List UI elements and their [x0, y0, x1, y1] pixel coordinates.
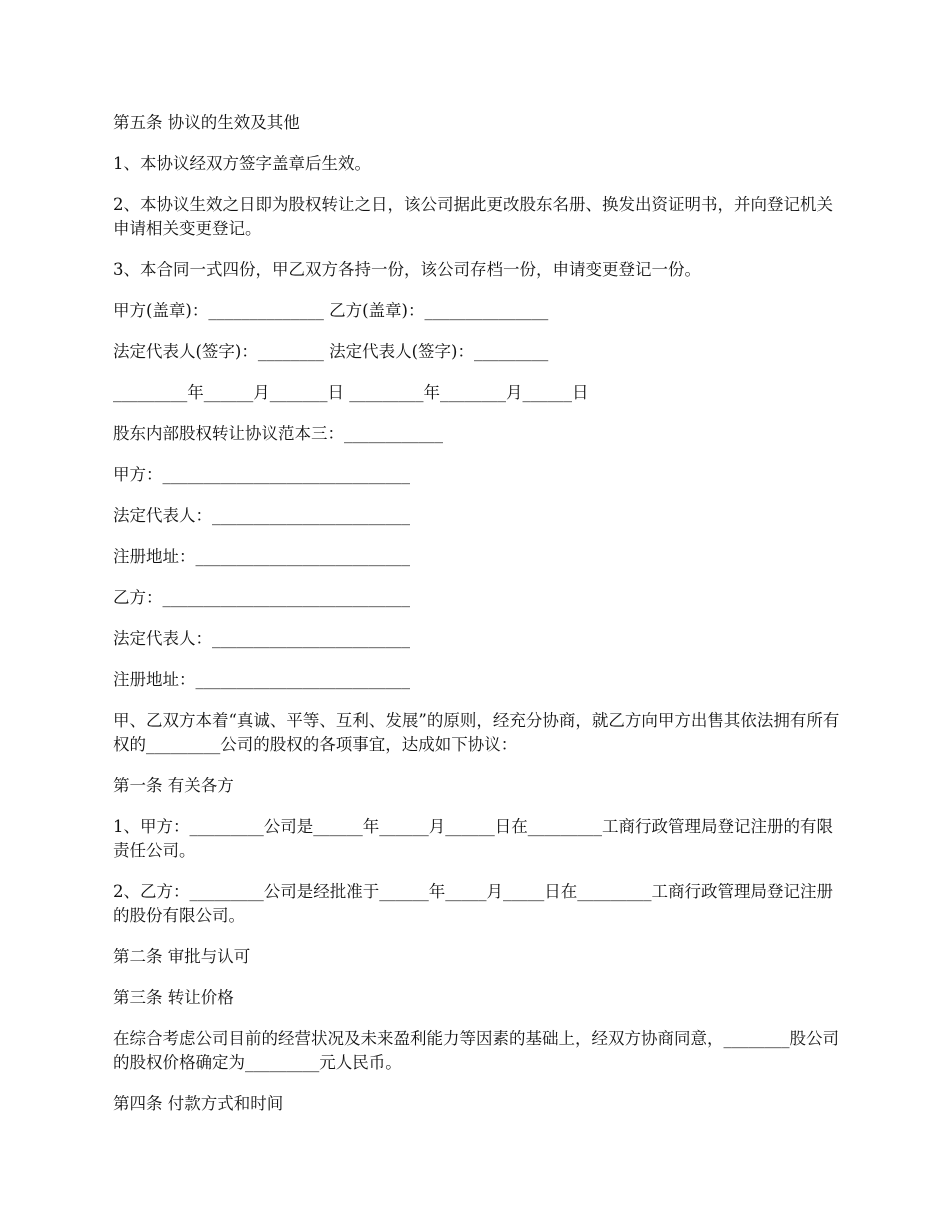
section-heading-5: 第五条 协议的生效及其他	[113, 113, 300, 132]
signature-date-line: _________年______月_______日 _________年________月______日	[113, 383, 589, 402]
clause-1-1: 1、甲方：_________公司是______年______月______日在_________工商行政管理局登记注册的有限责任公司。	[113, 817, 833, 860]
clause-3-price: 在综合考虑公司目前的经营状况及未来盈利能力等因素的基础上，经双方协商同意，________股公司的股权价格确定为_________元人民币。	[113, 1029, 839, 1072]
template-three-title: 股东内部股权转让协议范本三：____________	[113, 424, 443, 443]
party-a-field: 甲方：______________________________	[113, 465, 410, 484]
party-b-field: 乙方：______________________________	[113, 588, 410, 607]
clause-1-2: 2、乙方：_________公司是经批准于______年_____月_____日在_________工商行政管理局登记注册的股份有限公司。	[113, 882, 833, 925]
section-heading-1: 第一条 有关各方	[113, 776, 234, 795]
signature-seal-line: 甲方(盖章)：______________ 乙方(盖章)：_______________	[113, 301, 549, 320]
party-b-address-field: 注册地址：__________________________	[113, 670, 410, 689]
clause-5-2: 2、本协议生效之日即为股权转让之日，该公司据此更改股东名册、换发出资证明书，并向登记机关申请相关变更登记。	[113, 195, 833, 238]
preamble-paragraph: 甲、乙双方本着“真诚、平等、互利、发展”的原则，经充分协商，就乙方向甲方出售其依法拥有所有权的_________公司的股权的各项事宜，达成如下协议：	[113, 711, 840, 754]
section-heading-2: 第二条 审批与认可	[113, 947, 251, 966]
party-a-address-field: 注册地址：__________________________	[113, 547, 410, 566]
document-body	[113, 111, 841, 1116]
section-heading-3: 第三条 转让价格	[113, 988, 234, 1007]
signature-representative-line: 法定代表人(签字)：________ 法定代表人(签字)：_________	[113, 342, 549, 361]
party-b-representative-field: 法定代表人：________________________	[113, 629, 410, 648]
section-heading-4: 第四条 付款方式和时间	[113, 1094, 284, 1113]
clause-5-1: 1、本协议经双方签字盖章后生效。	[113, 154, 371, 173]
party-a-representative-field: 法定代表人：________________________	[113, 506, 410, 525]
clause-5-3: 3、本合同一式四份，甲乙双方各持一份，该公司存档一份，申请变更登记一份。	[113, 260, 701, 279]
